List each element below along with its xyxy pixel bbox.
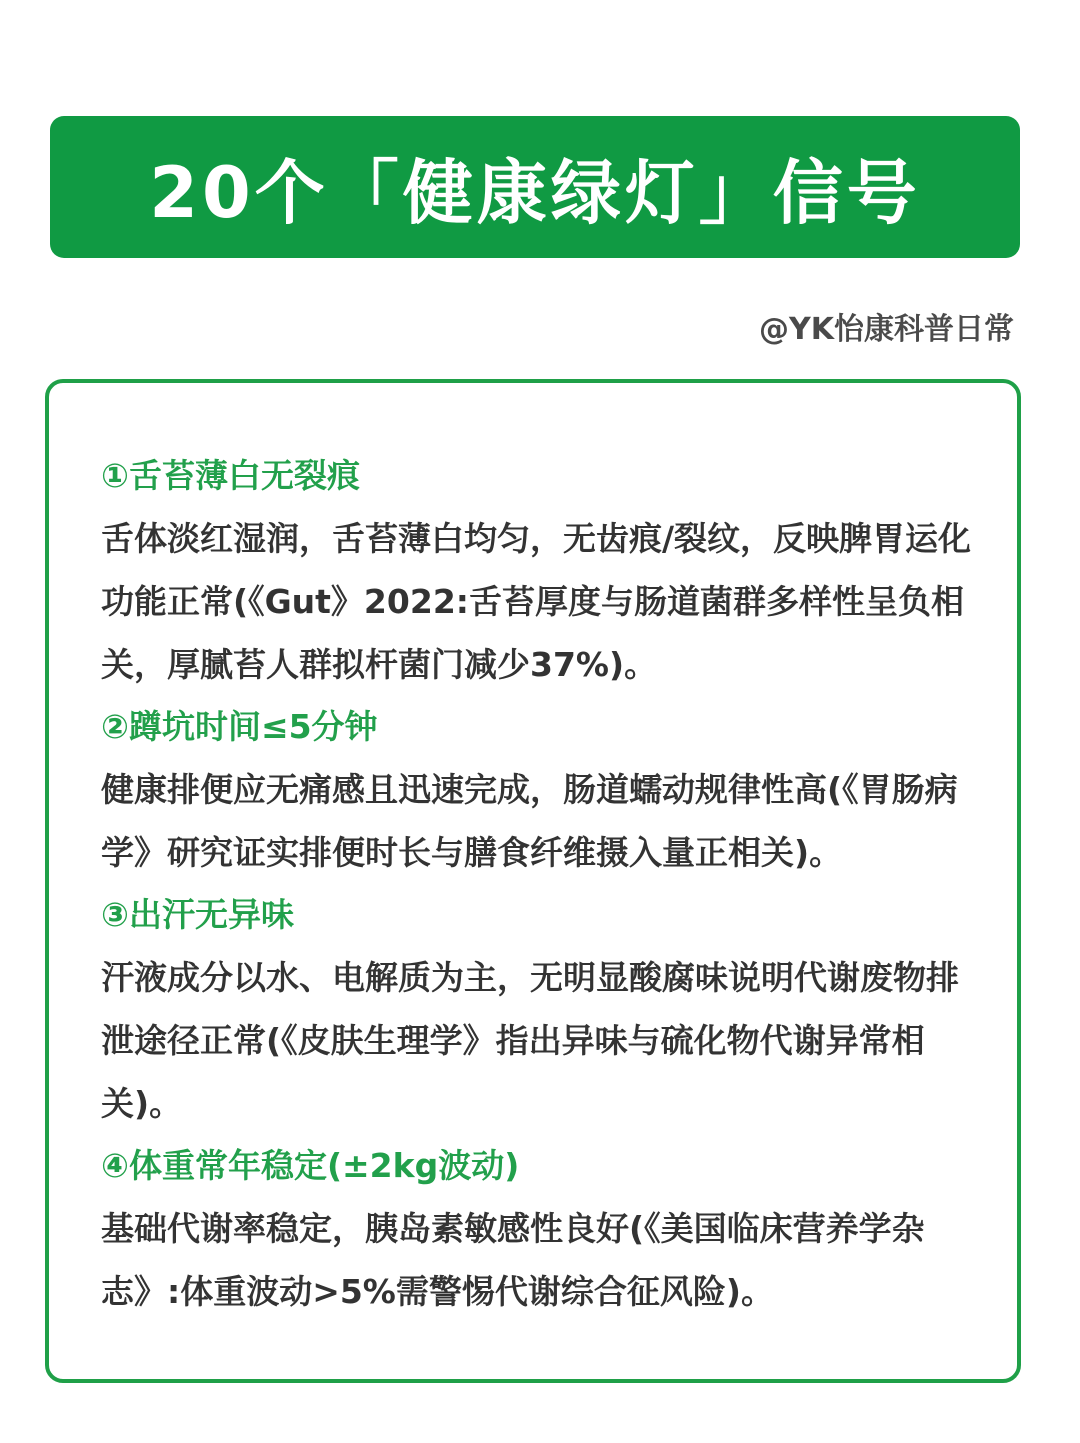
item-heading: ④体重常年稳定(±2kg波动) bbox=[101, 1146, 520, 1185]
page-title: 20个「健康绿灯」信号 bbox=[149, 151, 921, 234]
item-heading: ③出汗无异味 bbox=[101, 895, 294, 934]
item-body: 汗液成分以水、电解质为主，无明显酸腐味说明代谢废物排泄途径正常(《皮肤生理学》指出异味与硫化物代谢异常相关)。 bbox=[101, 958, 959, 1123]
list-item bbox=[101, 445, 972, 696]
list-item bbox=[101, 696, 965, 884]
item-body: 基础代谢率稳定，胰岛素敏感性良好(《美国临床营养学杂志》:体重波动>5%需警惕代谢综合征风险)。 bbox=[101, 1209, 925, 1311]
item-heading: ①舌苔薄白无裂痕 bbox=[101, 456, 360, 495]
item-body: 舌体淡红湿润，舌苔薄白均匀，无齿痕/裂纹，反映脾胃运化功能正常(《Gut》2022:舌苔厚度与肠道菌群多样性呈负相关，厚腻苔人群拟杆菌门减少37%)。 bbox=[101, 519, 972, 684]
item-heading: ②蹲坑时间≤5分钟 bbox=[101, 707, 378, 746]
content-card bbox=[45, 379, 1021, 1383]
title-banner bbox=[50, 116, 1020, 258]
item-body: 健康排便应无痛感且迅速完成，肠道蠕动规律性高(《胃肠病学》研究证实排便时长与膳食纤维摄入量正相关)。 bbox=[101, 770, 958, 872]
list-item bbox=[101, 1135, 965, 1323]
list-item bbox=[101, 884, 965, 1135]
author-handle: @YK怡康科普日常 bbox=[759, 312, 1014, 347]
